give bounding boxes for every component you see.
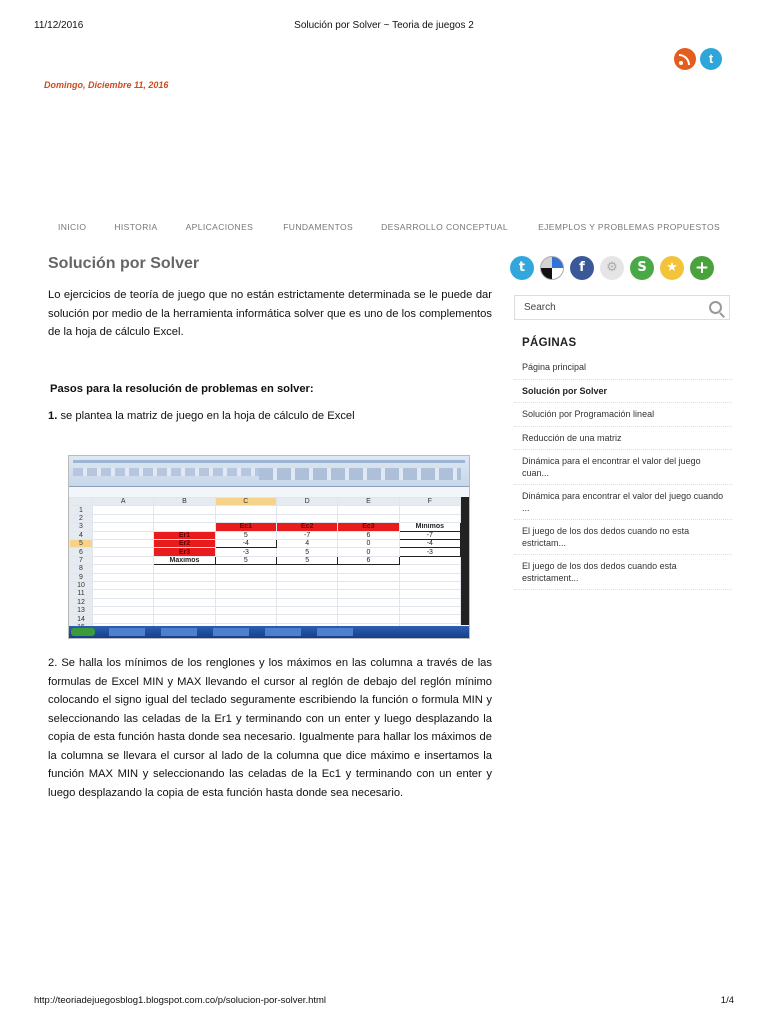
matrix-cell: -4 xyxy=(215,539,276,547)
excel-grid xyxy=(69,497,461,625)
col-header: C xyxy=(215,498,276,506)
row-label-er1: Er1 xyxy=(154,531,215,539)
row-header: 3 xyxy=(70,523,93,531)
post-paragraph-1: Lo ejercicios de teoría de juego que no están estrictamente determinada se le puede dar solución por medio de la herramienta informática solver que es uno de los complementos de la hoja de cálculo Excel. xyxy=(48,289,492,338)
nav-item-inicio[interactable]: INICIO xyxy=(58,222,87,232)
favorites-icon[interactable]: ★ xyxy=(660,256,684,280)
matrix-cell: 0 xyxy=(338,548,399,556)
facebook-icon[interactable]: f xyxy=(570,256,594,280)
post-date: Domingo, Diciembre 11, 2016 xyxy=(44,80,169,90)
post-title: Solución por Solver xyxy=(48,255,200,272)
step-1-text: se plantea la matriz de juego en la hoja de cálculo de Excel xyxy=(57,410,355,422)
post-paragraph-2: 2. Se halla los mínimos de los renglones y los máximos en las columna a través de las formulas de Excel MIN y MAX llevando el cursor al reglón de debajo del reglón mínimo colocando el signo igual del teclado seguramente escribiendo la función o formula MIN y seleccionando las celadas de la Er1 y terminando con un enter y luego desplazando la copia de esta función hasta donde sea necesario. Igualmente para hallar los máximos de la columna se llevara el cursor al lado de la columna que dice máximo e insertamos la función MAX MIN y seleccionando las celadas de la Ec1 y terminando con un enter y luego desplazando la copia de esta función hasta donde sea necesario. xyxy=(48,657,492,799)
row-header: 9 xyxy=(70,573,93,581)
row-header: 13 xyxy=(70,607,93,615)
row-header: 10 xyxy=(70,581,93,589)
search-input[interactable] xyxy=(524,302,694,313)
row-label-er2: Er2 xyxy=(154,539,215,547)
matrix-cell: -7 xyxy=(276,531,337,539)
matrix-cell: 4 xyxy=(276,539,337,547)
pages-heading: PÁGINAS xyxy=(522,337,577,349)
col-header: E xyxy=(338,498,399,506)
nav-item-ejemplos[interactable]: EJEMPLOS Y PROBLEMAS PROPUESTOS xyxy=(538,222,721,232)
minimo-cell: -4 xyxy=(399,539,460,547)
share-icons xyxy=(510,256,714,280)
maximo-cell: 5 xyxy=(215,556,276,564)
row-header: 12 xyxy=(70,598,93,606)
minimo-cell: -7 xyxy=(399,531,460,539)
row-header: 8 xyxy=(70,565,93,573)
minimo-cell: -3 xyxy=(399,548,460,556)
twitter-icon[interactable]: t xyxy=(700,48,722,70)
row-header: 4 xyxy=(70,531,93,539)
page-link-dos-dedos-estricto[interactable]: El juego de los dos dedos cuando esta estrictament... xyxy=(514,561,732,590)
top-social-icons xyxy=(674,48,722,70)
header-ec1: Ec1 xyxy=(215,523,276,531)
row-header: 11 xyxy=(70,590,93,598)
start-button xyxy=(71,628,95,636)
rss-icon[interactable] xyxy=(674,48,696,70)
page-link-solucion-por-solver[interactable]: Solución por Solver xyxy=(514,386,732,404)
nav-item-desarrollo-conceptual[interactable]: DESARROLLO CONCEPTUAL xyxy=(381,222,509,232)
step-1-number: 1. xyxy=(48,410,58,422)
page-link-programacion-lineal[interactable]: Solución por Programación lineal xyxy=(514,409,732,427)
print-page-number: 1/4 xyxy=(720,995,734,1006)
print-url: http://teoriadejuegosblog1.blogspot.com.co/p/solucion-por-solver.html xyxy=(34,995,327,1006)
page-link-dinamica-2[interactable]: Dinámica para encontrar el valor del juego cuando ... xyxy=(514,491,732,520)
maximo-cell: 5 xyxy=(276,556,337,564)
matrix-cell: 0 xyxy=(338,539,399,547)
header-ec2: Ec2 xyxy=(276,523,337,531)
row-header: 1 xyxy=(70,506,93,514)
nav-item-fundamentos[interactable]: FUNDAMENTOS xyxy=(283,222,354,232)
maximo-cell: 6 xyxy=(338,556,399,564)
step-1 xyxy=(48,407,492,426)
page-link-reduccion-matriz[interactable]: Reducción de una matriz xyxy=(514,433,732,451)
matrix-cell: 5 xyxy=(215,531,276,539)
row-header: 14 xyxy=(70,615,93,623)
col-header: F xyxy=(399,498,460,506)
row-label-er3: Er3 xyxy=(154,548,215,556)
row-header: 5 xyxy=(70,539,93,547)
main-nav xyxy=(58,222,720,232)
col-header: B xyxy=(154,498,215,506)
page-link-dinamica-1[interactable]: Dinámica para el encontrar el valor del juego cuan... xyxy=(514,456,732,485)
matrix-cell: 6 xyxy=(338,531,399,539)
steps-heading: Pasos para la resolución de problemas en solver: xyxy=(50,383,314,395)
add-icon[interactable]: + xyxy=(690,256,714,280)
print-date: 11/12/2016 xyxy=(34,20,84,31)
col-header: A xyxy=(93,498,154,506)
header-ec3: Ec3 xyxy=(338,523,399,531)
row-header: 6 xyxy=(70,548,93,556)
nav-item-historia[interactable]: HISTORIA xyxy=(114,222,158,232)
windows-taskbar xyxy=(69,626,469,638)
matrix-cell: 5 xyxy=(276,548,337,556)
search-icon[interactable] xyxy=(709,301,722,314)
page-link-dos-dedos-no-estricto[interactable]: El juego de los dos dedos cuando no esta estrictam... xyxy=(514,526,732,555)
search-box xyxy=(514,295,730,320)
excel-scrollbar xyxy=(461,497,469,625)
pages-list xyxy=(514,362,732,596)
header-minimos: Minimos xyxy=(399,523,460,531)
maximos-label: Maximos xyxy=(154,556,215,564)
nav-item-aplicaciones[interactable]: APLICACIONES xyxy=(185,222,254,232)
stumbleupon-icon[interactable]: S xyxy=(630,256,654,280)
digg-icon[interactable]: ⚙ xyxy=(600,256,624,280)
matrix-cell: -3 xyxy=(215,548,276,556)
delicious-icon[interactable] xyxy=(540,256,564,280)
twitter-icon[interactable]: t xyxy=(510,256,534,280)
col-header: D xyxy=(276,498,337,506)
excel-screenshot xyxy=(68,455,470,639)
row-header: 7 xyxy=(70,556,93,564)
print-title: Solución por Solver ~ Teoria de juegos 2 xyxy=(294,20,474,31)
row-header: 2 xyxy=(70,514,93,522)
page-link-pagina-principal[interactable]: Página principal xyxy=(514,362,732,380)
excel-ribbon xyxy=(69,456,469,487)
